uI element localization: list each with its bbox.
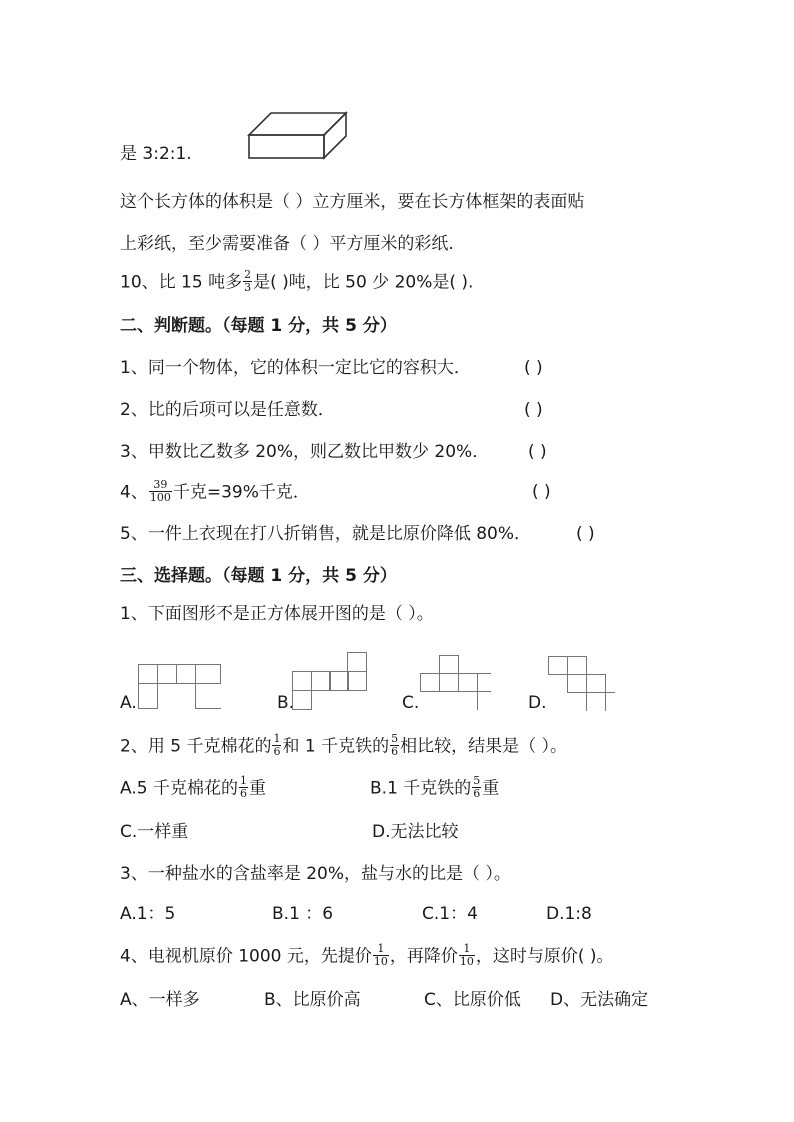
cuboid-figure [245, 108, 351, 162]
fraction: $\frac{1}{10}$ [373, 942, 388, 968]
option-a-label[interactable]: A. [120, 693, 137, 713]
judge-item-2-text: 2、比的后项可以是任意数． [120, 400, 335, 420]
fraction: $\frac{5}{6}$ [473, 774, 481, 800]
choice-q2 [120, 734, 567, 759]
choice-q2-option-b[interactable]: B.1 千克铁的 $\frac{5}{6}$ 重 [370, 774, 500, 800]
choice-q4-option-d[interactable]: D、无法确定 [550, 990, 649, 1010]
judge-item-1-text: 1、同一个物体，它的体积一定比它的容积大． [120, 358, 471, 378]
intro-tail-text: 是 3:2:1. [120, 144, 192, 164]
section3-title: 三、选择题。（每题 1 分，共 5 分） [120, 566, 397, 586]
fraction: $\frac{1}{10}$ [459, 942, 474, 968]
judge-answer-blank-3[interactable]: ( ) [528, 442, 547, 462]
judge-item-2 [120, 398, 543, 422]
net-figure-d[interactable] [548, 656, 616, 712]
net-figure-a[interactable] [138, 664, 222, 710]
choice-q4-option-b[interactable]: B、比原价高 [264, 990, 361, 1010]
choice-q2-option-d[interactable]: D.无法比较 [372, 822, 459, 842]
judge-item-4-prefix: 4、 [120, 482, 148, 503]
fraction: $\frac{5}{6}$ [391, 732, 399, 758]
judge-item-4-text: 千克=39%千克． [172, 482, 310, 503]
q9-line2: 上彩纸，至少需要准备（ ）平方厘米的彩纸. [120, 234, 454, 254]
choice-q3-option-a[interactable]: A.1：5 [120, 904, 176, 924]
net-figure-b[interactable] [292, 652, 368, 710]
judge-item-3-text: 3、甲数比乙数多 20%，则乙数比甲数少 20%． [120, 442, 490, 462]
choice-q3-option-d[interactable]: D.1:8 [546, 904, 592, 924]
choice-q2-text-a: 2、用 5 千克棉花的 [120, 736, 272, 757]
choice-q4 [120, 944, 614, 969]
judge-answer-blank-1[interactable]: ( ) [524, 358, 543, 378]
choice-q4-option-a[interactable]: A、一样多 [120, 990, 200, 1010]
judge-item-4 [120, 478, 551, 505]
choice-q1: 1、下面图形不是正方体展开图的是（ ）。 [120, 604, 434, 624]
choice-q4-text-c: ，这时与原价( )。 [475, 946, 614, 967]
judge-item-3 [120, 440, 547, 464]
choice-q4-text-a: 4、电视机原价 1000 元，先提价 [120, 946, 372, 967]
choice-q2-option-a[interactable]: A.5 千克棉花的 $\frac{1}{6}$ 重 [120, 774, 266, 800]
choice-q2-text-b: 和 1 千克铁的 [282, 736, 390, 757]
option-b-label[interactable]: B. [277, 693, 295, 713]
net-figure-c[interactable] [420, 655, 492, 711]
judge-item-5-text: 5、一件上衣现在打八折销售，就是比原价降低 80%． [120, 524, 532, 544]
choice-q2-text-c: 相比较，结果是（ ）。 [400, 736, 567, 757]
q10-text-a: 10、比 15 吨多 [120, 272, 243, 293]
judge-answer-blank-5[interactable]: ( ) [576, 524, 595, 544]
choice-q2-option-c[interactable]: C.一样重 [120, 822, 189, 842]
fraction: $\frac{2}{3}$ [244, 268, 252, 294]
choice-q3-option-b[interactable]: B.1 ：6 [272, 904, 334, 924]
choice-q4-option-c[interactable]: C、比原价低 [424, 990, 521, 1010]
option-d-label[interactable]: D. [528, 693, 547, 713]
judge-answer-blank-2[interactable]: ( ) [524, 400, 543, 420]
fraction: $\frac{39}{100}$ [149, 478, 171, 504]
section2-title: 二、判断题。（每题 1 分，共 5 分） [120, 316, 397, 336]
fraction: $\frac{1}{6}$ [273, 732, 281, 758]
q9-line1: 这个长方体的体积是（ ）立方厘米，要在长方体框架的表面贴 [120, 192, 585, 212]
choice-q3-option-c[interactable]: C.1：4 [422, 904, 478, 924]
q10 [120, 270, 473, 295]
fraction: $\frac{1}{6}$ [239, 774, 247, 800]
choice-q4-text-b: ，再降价 [389, 946, 458, 967]
judge-answer-blank-4[interactable]: ( ) [532, 482, 551, 502]
option-c-label[interactable]: C. [402, 693, 420, 713]
judge-item-1 [120, 356, 543, 380]
choice-q3: 3、一种盐水的含盐率是 20%，盐与水的比是（ ）。 [120, 864, 511, 884]
q10-text-b: 是( )吨，比 50 少 20%是( ). [253, 272, 474, 293]
judge-item-5 [120, 522, 595, 546]
